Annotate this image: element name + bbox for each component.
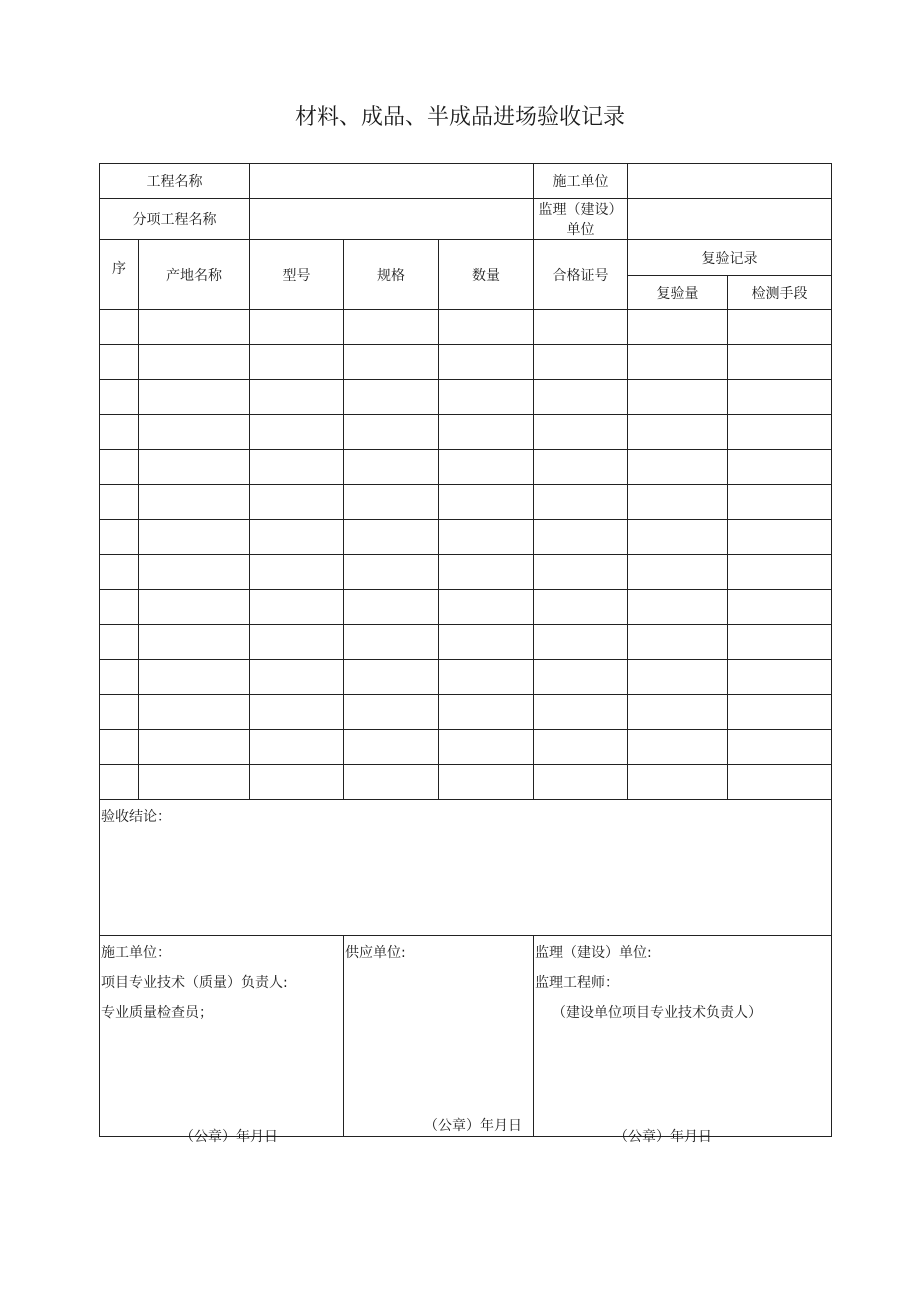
conclusion-cell[interactable] xyxy=(100,800,832,936)
table-cell[interactable] xyxy=(534,590,628,625)
supplier-signature-cell[interactable] xyxy=(344,936,534,1137)
table-cell[interactable] xyxy=(534,695,628,730)
table-cell[interactable] xyxy=(728,555,832,590)
construction-unit-sign-label: 施工单位： xyxy=(101,945,171,961)
table-cell[interactable] xyxy=(250,450,344,485)
construction-seal-text: （公章）年月日 xyxy=(180,1129,278,1145)
table-cell[interactable] xyxy=(250,625,344,660)
owner-tech-lead-note: （建设单位项目专业技术负责人） xyxy=(552,1005,763,1021)
signature-row xyxy=(100,936,832,1137)
quality-inspector-label: 专业质量检查员； xyxy=(101,1005,213,1021)
table-row xyxy=(100,380,832,415)
table-cell[interactable] xyxy=(139,380,250,415)
table-row xyxy=(100,730,832,765)
table-cell[interactable] xyxy=(139,450,250,485)
conclusion-label: 验收结论： xyxy=(101,809,171,825)
col-certificate: 合格证号 xyxy=(534,240,628,310)
table-row xyxy=(100,345,832,380)
table-cell[interactable] xyxy=(250,660,344,695)
table-cell[interactable] xyxy=(250,555,344,590)
table-cell[interactable] xyxy=(344,625,439,660)
supplier-seal-text: （公章）年月日 xyxy=(424,1118,522,1134)
table-cell[interactable] xyxy=(344,345,439,380)
table-row xyxy=(100,310,832,345)
table-cell[interactable] xyxy=(344,415,439,450)
table-cell[interactable] xyxy=(344,765,439,800)
supervision-unit-label: 监理（建设）单位 xyxy=(534,199,628,240)
project-name-field[interactable] xyxy=(250,164,534,199)
table-cell[interactable] xyxy=(100,555,139,590)
construction-unit-label: 施工单位 xyxy=(534,164,628,199)
table-cell[interactable] xyxy=(344,555,439,590)
table-cell[interactable] xyxy=(250,765,344,800)
supervision-unit-field[interactable] xyxy=(628,199,832,240)
table-cell[interactable] xyxy=(100,310,139,345)
table-row xyxy=(100,485,832,520)
table-cell[interactable] xyxy=(250,730,344,765)
table-cell[interactable] xyxy=(534,765,628,800)
table-cell[interactable] xyxy=(628,450,728,485)
table-row xyxy=(100,555,832,590)
table-cell[interactable] xyxy=(628,590,728,625)
table-cell[interactable] xyxy=(439,555,534,590)
table-cell[interactable] xyxy=(534,625,628,660)
table-cell[interactable] xyxy=(439,625,534,660)
table-cell[interactable] xyxy=(728,660,832,695)
supplier-unit-label: 供应单位: xyxy=(345,945,406,961)
table-cell[interactable] xyxy=(728,590,832,625)
table-cell[interactable] xyxy=(139,310,250,345)
table-cell[interactable] xyxy=(344,485,439,520)
table-cell[interactable] xyxy=(439,695,534,730)
table-cell[interactable] xyxy=(139,415,250,450)
sub-project-label: 分项工程名称 xyxy=(100,199,250,240)
supervision-seal-text: （公章）年月日 xyxy=(614,1129,713,1145)
table-cell[interactable] xyxy=(439,590,534,625)
tech-lead-label: 项目专业技术（质量）负责人: xyxy=(101,975,288,991)
table-cell[interactable] xyxy=(250,380,344,415)
supervision-unit-sign-label: 监理（建设）单位: xyxy=(535,945,652,961)
table-cell[interactable] xyxy=(344,660,439,695)
table-cell[interactable] xyxy=(439,450,534,485)
table-cell[interactable] xyxy=(728,415,832,450)
table-cell[interactable] xyxy=(344,590,439,625)
table-cell[interactable] xyxy=(628,695,728,730)
table-cell[interactable] xyxy=(439,660,534,695)
conclusion-row xyxy=(100,800,832,936)
table-cell[interactable] xyxy=(534,660,628,695)
table-cell[interactable] xyxy=(728,450,832,485)
table-cell[interactable] xyxy=(534,450,628,485)
table-cell[interactable] xyxy=(728,730,832,765)
col-test-method: 检测手段 xyxy=(728,276,832,310)
table-cell[interactable] xyxy=(628,625,728,660)
table-cell[interactable] xyxy=(344,695,439,730)
table-cell[interactable] xyxy=(344,730,439,765)
data-rows xyxy=(100,310,832,800)
table-cell[interactable] xyxy=(628,660,728,695)
table-cell[interactable] xyxy=(439,730,534,765)
table-cell[interactable] xyxy=(100,485,139,520)
table-cell[interactable] xyxy=(439,380,534,415)
table-cell[interactable] xyxy=(628,380,728,415)
table-cell[interactable] xyxy=(139,730,250,765)
supervision-signature-cell[interactable] xyxy=(534,936,832,1145)
table-cell[interactable] xyxy=(100,345,139,380)
table-cell[interactable] xyxy=(344,380,439,415)
table-cell[interactable] xyxy=(344,520,439,555)
table-cell[interactable] xyxy=(250,415,344,450)
table-cell[interactable] xyxy=(628,485,728,520)
table-row xyxy=(100,450,832,485)
table-cell[interactable] xyxy=(628,555,728,590)
sub-project-field[interactable] xyxy=(250,199,534,240)
table-cell[interactable] xyxy=(139,695,250,730)
table-cell[interactable] xyxy=(250,485,344,520)
table-cell[interactable] xyxy=(534,730,628,765)
table-cell[interactable] xyxy=(250,310,344,345)
table-cell[interactable] xyxy=(250,345,344,380)
table-cell[interactable] xyxy=(534,415,628,450)
table-cell[interactable] xyxy=(628,765,728,800)
table-row xyxy=(100,590,832,625)
table-cell[interactable] xyxy=(728,310,832,345)
col-origin: 产地名称 xyxy=(139,240,250,310)
construction-unit-field[interactable] xyxy=(628,164,832,199)
table-cell[interactable] xyxy=(344,450,439,485)
table-row xyxy=(100,660,832,695)
page-title: 材料、成品、半成品进场验收记录 xyxy=(294,105,625,130)
table-cell[interactable] xyxy=(728,520,832,555)
table-cell[interactable] xyxy=(439,345,534,380)
table-cell[interactable] xyxy=(728,625,832,660)
table-cell[interactable] xyxy=(139,590,250,625)
table-cell[interactable] xyxy=(250,695,344,730)
table-cell[interactable] xyxy=(139,765,250,800)
table-cell[interactable] xyxy=(439,415,534,450)
table-cell[interactable] xyxy=(728,695,832,730)
table-cell[interactable] xyxy=(100,765,139,800)
table-cell[interactable] xyxy=(100,660,139,695)
table-cell[interactable] xyxy=(534,310,628,345)
table-row xyxy=(100,520,832,555)
table-cell[interactable] xyxy=(250,520,344,555)
table-cell[interactable] xyxy=(250,590,344,625)
construction-signature-cell[interactable] xyxy=(100,936,344,1145)
table-cell[interactable] xyxy=(139,555,250,590)
table-row xyxy=(100,765,832,800)
table-cell[interactable] xyxy=(100,450,139,485)
table-cell[interactable] xyxy=(100,590,139,625)
table-cell[interactable] xyxy=(100,380,139,415)
table-row xyxy=(100,415,832,450)
col-spec: 规格 xyxy=(344,240,439,310)
column-header-row xyxy=(100,240,832,276)
table-cell[interactable] xyxy=(534,485,628,520)
table-cell[interactable] xyxy=(534,345,628,380)
table-cell[interactable] xyxy=(628,520,728,555)
table-cell[interactable] xyxy=(439,520,534,555)
table-cell[interactable] xyxy=(439,485,534,520)
table-cell[interactable] xyxy=(139,520,250,555)
table-cell[interactable] xyxy=(439,310,534,345)
col-seq: 序 xyxy=(100,240,139,310)
table-cell[interactable] xyxy=(728,765,832,800)
table-cell[interactable] xyxy=(728,485,832,520)
table-cell[interactable] xyxy=(100,520,139,555)
table-cell[interactable] xyxy=(344,310,439,345)
project-name-row xyxy=(100,164,832,199)
table-cell[interactable] xyxy=(628,345,728,380)
table-cell[interactable] xyxy=(439,765,534,800)
table-cell[interactable] xyxy=(139,660,250,695)
col-recheck-quantity: 复验量 xyxy=(628,276,728,310)
col-model: 型号 xyxy=(250,240,344,310)
table-cell[interactable] xyxy=(139,485,250,520)
table-cell[interactable] xyxy=(628,730,728,765)
table-row xyxy=(100,625,832,660)
table-cell[interactable] xyxy=(100,730,139,765)
table-row xyxy=(100,695,832,730)
table-cell[interactable] xyxy=(628,415,728,450)
table-cell[interactable] xyxy=(100,415,139,450)
col-quantity: 数量 xyxy=(439,240,534,310)
table-cell[interactable] xyxy=(728,345,832,380)
col-recheck: 复验记录 xyxy=(628,240,832,276)
supervision-engineer-label: 监理工程师： xyxy=(535,975,620,991)
table-cell[interactable] xyxy=(100,695,139,730)
sub-project-row xyxy=(100,199,832,240)
project-name-label: 工程名称 xyxy=(100,164,250,199)
table-cell[interactable] xyxy=(534,555,628,590)
table-cell[interactable] xyxy=(628,310,728,345)
acceptance-record-table xyxy=(99,163,832,1145)
table-cell[interactable] xyxy=(728,380,832,415)
table-cell[interactable] xyxy=(139,625,250,660)
table-cell[interactable] xyxy=(534,520,628,555)
table-cell[interactable] xyxy=(100,625,139,660)
table-cell[interactable] xyxy=(139,345,250,380)
table-cell[interactable] xyxy=(534,380,628,415)
